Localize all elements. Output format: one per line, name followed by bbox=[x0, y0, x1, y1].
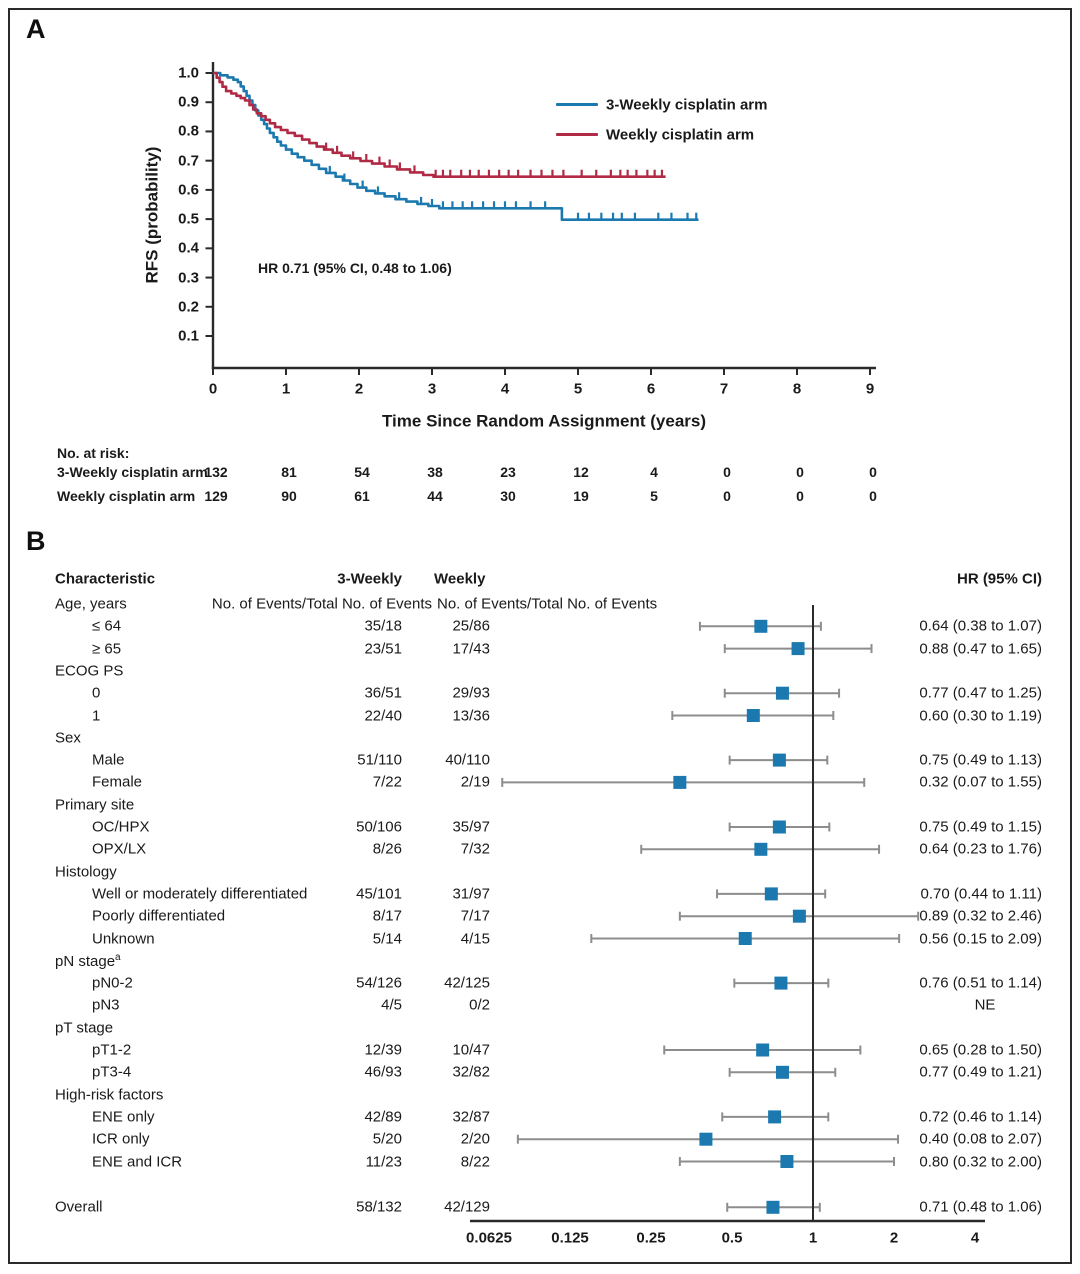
risk-count: 0 bbox=[869, 488, 877, 504]
risk-count: 0 bbox=[796, 464, 804, 480]
forest-group-label: Primary site bbox=[55, 796, 135, 814]
footnote-marker: a bbox=[115, 951, 121, 963]
forest-row-events-3weekly: 8/17 bbox=[372, 907, 402, 925]
forest-row-label: Female bbox=[92, 773, 143, 791]
risk-count: 90 bbox=[281, 488, 297, 504]
km-y-tick-label: 0.4 bbox=[178, 239, 199, 257]
forest-row-label: Male bbox=[92, 751, 125, 769]
km-x-tick-label: 0 bbox=[208, 380, 218, 398]
risk-count: 4 bbox=[650, 464, 658, 480]
risk-count: 54 bbox=[354, 464, 370, 480]
risk-count: 129 bbox=[204, 488, 228, 504]
legend-label-3weekly: 3-Weekly cisplatin arm bbox=[606, 96, 768, 114]
legend-swatch-weekly bbox=[556, 133, 598, 136]
forest-row-hr-text: 0.75 (0.49 to 1.15) bbox=[919, 818, 1042, 836]
column-header-3weekly: 3-Weekly bbox=[337, 570, 402, 588]
forest-row-events-3weekly: 42/89 bbox=[364, 1108, 402, 1126]
forest-row-label: OC/HPX bbox=[92, 818, 150, 836]
forest-row-hr-text: 0.72 (0.46 to 1.14) bbox=[919, 1108, 1042, 1126]
risk-count: 61 bbox=[354, 488, 370, 504]
risk-count: 5 bbox=[650, 488, 658, 504]
column-header-hr: HR (95% CI) bbox=[956, 570, 1042, 588]
risk-count: 0 bbox=[723, 488, 731, 504]
forest-row-events-weekly: 4/15 bbox=[460, 930, 490, 947]
forest-group-label: Age, years bbox=[55, 595, 127, 613]
km-y-tick-label: 0.3 bbox=[178, 269, 199, 287]
forest-group-label: High-risk factors bbox=[55, 1086, 164, 1104]
km-x-tick-label: 5 bbox=[573, 380, 583, 398]
km-y-tick-label: 1.0 bbox=[178, 64, 199, 82]
forest-row-label: ≤ 64 bbox=[92, 617, 122, 635]
forest-row-hr-text: 0.40 (0.08 to 2.07) bbox=[919, 1130, 1042, 1148]
risk-count: 12 bbox=[573, 464, 589, 480]
forest-row-events-weekly: 42/129 bbox=[444, 1198, 490, 1216]
forest-row-events-weekly: 10/47 bbox=[452, 1041, 490, 1059]
km-x-tick-label: 4 bbox=[500, 380, 510, 398]
forest-row-events-weekly: 7/32 bbox=[460, 840, 490, 858]
km-x-axis-title: Time Since Random Assignment (years) bbox=[381, 411, 707, 431]
forest-row-label: pN3 bbox=[92, 996, 120, 1014]
km-x-tick-label: 9 bbox=[865, 380, 875, 398]
forest-row-events-weekly: 17/43 bbox=[452, 640, 490, 658]
risk-count: 19 bbox=[573, 488, 589, 504]
forest-row-label: ≥ 65 bbox=[92, 640, 122, 658]
forest-row-events-weekly: 7/17 bbox=[460, 907, 490, 925]
forest-row-events-3weekly: 12/39 bbox=[364, 1041, 402, 1059]
forest-row-events-3weekly: 8/26 bbox=[372, 840, 402, 858]
forest-row-label: Unknown bbox=[92, 930, 155, 947]
forest-row-label: 0 bbox=[92, 684, 101, 702]
risk-count: 30 bbox=[500, 488, 516, 504]
forest-row-label: pN0-2 bbox=[92, 974, 133, 992]
forest-row-hr-text: 0.60 (0.30 to 1.19) bbox=[919, 707, 1042, 724]
km-y-tick-label: 0.8 bbox=[178, 122, 199, 140]
forest-row-label: ICR only bbox=[92, 1130, 150, 1148]
forest-row-events-3weekly: 7/22 bbox=[372, 773, 402, 791]
risk-count: 0 bbox=[869, 464, 877, 480]
risk-count: 0 bbox=[723, 464, 731, 480]
forest-row-hr-text: 0.88 (0.47 to 1.65) bbox=[919, 640, 1042, 658]
panel-b-label: B bbox=[26, 526, 46, 556]
forest-row-events-weekly: 42/125 bbox=[444, 974, 490, 992]
forest-group-label: Sex bbox=[55, 729, 81, 747]
risk-count: 38 bbox=[427, 464, 443, 480]
risk-row-label-weekly: Weekly cisplatin arm bbox=[57, 488, 196, 504]
column-header-weekly: Weekly bbox=[434, 570, 486, 588]
forest-row-label: Well or moderately differentiated bbox=[92, 885, 308, 903]
forest-axis-tick-label: 4 bbox=[970, 1229, 980, 1247]
forest-row-hr-text: 0.77 (0.47 to 1.25) bbox=[919, 684, 1042, 702]
km-y-tick-label: 0.2 bbox=[178, 298, 199, 316]
risk-count: 44 bbox=[427, 488, 443, 504]
forest-row-events-3weekly: 46/93 bbox=[364, 1063, 402, 1081]
risk-count: 132 bbox=[204, 464, 228, 480]
forest-axis-tick-label: 0.25 bbox=[636, 1229, 666, 1247]
km-y-tick-label: 0.9 bbox=[178, 93, 199, 111]
forest-row-events-weekly: 13/36 bbox=[452, 707, 490, 724]
forest-row-events-weekly: 8/22 bbox=[460, 1153, 490, 1170]
risk-count: 81 bbox=[281, 464, 297, 480]
forest-row-label: ENE only bbox=[92, 1108, 155, 1126]
km-y-tick-label: 0.1 bbox=[178, 327, 199, 345]
risk-count: 23 bbox=[500, 464, 516, 480]
forest-row-events-3weekly: 36/51 bbox=[364, 684, 402, 702]
legend-swatch-3weekly bbox=[556, 103, 598, 106]
events-header-3weekly: No. of Events/Total No. of Events bbox=[211, 595, 432, 613]
risk-row-label-3weekly: 3-Weekly cisplatin arm bbox=[57, 464, 208, 480]
events-header-weekly: No. of Events/Total No. of Events bbox=[437, 595, 658, 613]
forest-axis-tick-label: 1 bbox=[808, 1229, 818, 1247]
column-header-characteristic: Characteristic bbox=[55, 570, 156, 588]
km-hr-annotation: HR 0.71 (95% CI, 0.48 to 1.06) bbox=[258, 260, 452, 276]
forest-row-events-3weekly: 22/40 bbox=[364, 707, 402, 724]
forest-row-hr-text: 0.77 (0.49 to 1.21) bbox=[919, 1063, 1042, 1081]
forest-row-events-3weekly: 4/5 bbox=[381, 996, 402, 1014]
forest-row-hr-text: 0.65 (0.28 to 1.50) bbox=[919, 1041, 1042, 1059]
km-x-tick-label: 2 bbox=[354, 380, 364, 398]
forest-row-hr-text: 0.70 (0.44 to 1.11) bbox=[920, 885, 1042, 903]
forest-row-events-weekly: 35/97 bbox=[452, 818, 490, 836]
panel-a-label: A bbox=[26, 14, 46, 44]
forest-row-events-weekly: 31/97 bbox=[452, 885, 490, 903]
forest-row-events-3weekly: 5/20 bbox=[372, 1130, 402, 1148]
forest-row-label: pT3-4 bbox=[92, 1063, 132, 1081]
forest-row-events-weekly: 29/93 bbox=[452, 684, 490, 702]
forest-row-events-weekly: 40/110 bbox=[445, 751, 490, 769]
km-y-tick-label: 0.5 bbox=[178, 210, 199, 228]
forest-row-hr-text: 0.80 (0.32 to 2.00) bbox=[919, 1153, 1042, 1170]
forest-row-events-3weekly: 50/106 bbox=[356, 818, 402, 836]
forest-row-events-3weekly: 54/126 bbox=[356, 974, 402, 992]
forest-row-label: ENE and ICR bbox=[92, 1153, 183, 1170]
forest-row-hr-text: 0.89 (0.32 to 2.46) bbox=[919, 907, 1042, 925]
forest-row-events-3weekly: 45/101 bbox=[356, 885, 402, 903]
forest-row-events-weekly: 2/20 bbox=[460, 1130, 490, 1148]
forest-row-events-3weekly: 11/23 bbox=[365, 1153, 402, 1170]
forest-row-label: OPX/LX bbox=[92, 840, 147, 858]
forest-row-events-weekly: 0/2 bbox=[469, 996, 490, 1014]
forest-row-events-weekly: 2/19 bbox=[460, 773, 490, 791]
forest-row-events-3weekly: 58/132 bbox=[356, 1198, 402, 1216]
forest-row-hr-text: 0.64 (0.23 to 1.76) bbox=[919, 840, 1042, 858]
risk-table-title: No. at risk: bbox=[57, 445, 130, 461]
forest-row-events-3weekly: 23/51 bbox=[364, 640, 402, 658]
forest-row-events-3weekly: 35/18 bbox=[364, 617, 402, 635]
forest-row-events-weekly: 32/82 bbox=[452, 1063, 490, 1081]
forest-row-hr-text: 0.64 (0.38 to 1.07) bbox=[919, 617, 1042, 635]
forest-row-hr-text: NE bbox=[974, 996, 996, 1014]
forest-row-label: 1 bbox=[92, 707, 101, 724]
forest-row-hr-text: 0.32 (0.07 to 1.55) bbox=[919, 773, 1042, 791]
legend-label-weekly: Weekly cisplatin arm bbox=[606, 126, 755, 144]
km-y-axis-title: RFS (probability) bbox=[142, 146, 162, 284]
forest-group-label: Histology bbox=[55, 863, 117, 881]
km-y-tick-label: 0.6 bbox=[178, 181, 199, 199]
km-x-tick-label: 7 bbox=[719, 380, 729, 398]
forest-axis-tick-label: 0.125 bbox=[551, 1229, 589, 1247]
forest-row-hr-text: 0.56 (0.15 to 2.09) bbox=[919, 930, 1042, 947]
km-x-tick-label: 8 bbox=[792, 380, 802, 398]
risk-count: 0 bbox=[796, 488, 804, 504]
forest-row-label: pT1-2 bbox=[92, 1041, 132, 1059]
forest-row-events-weekly: 25/86 bbox=[452, 617, 490, 635]
forest-group-label: pT stage bbox=[55, 1019, 114, 1037]
km-x-tick-label: 1 bbox=[281, 380, 291, 398]
forest-row-hr-text: 0.71 (0.48 to 1.06) bbox=[919, 1198, 1042, 1216]
forest-row-hr-text: 0.76 (0.51 to 1.14) bbox=[919, 974, 1042, 992]
forest-row-events-weekly: 32/87 bbox=[452, 1108, 490, 1126]
km-x-tick-label: 3 bbox=[427, 380, 437, 398]
forest-axis-tick-label: 2 bbox=[889, 1229, 899, 1247]
forest-axis-tick-label: 0.0625 bbox=[466, 1229, 512, 1247]
forest-row-hr-text: 0.75 (0.49 to 1.13) bbox=[919, 751, 1042, 769]
km-x-tick-label: 6 bbox=[646, 380, 656, 398]
km-y-tick-label: 0.7 bbox=[178, 152, 199, 170]
forest-row-events-3weekly: 51/110 bbox=[357, 751, 402, 769]
forest-row-label: Poorly differentiated bbox=[92, 907, 226, 925]
forest-axis-tick-label: 0.5 bbox=[721, 1229, 743, 1247]
forest-group-label: pN stage$^a$ bbox=[55, 951, 121, 970]
forest-row-events-3weekly: 5/14 bbox=[372, 930, 402, 947]
forest-group-label: ECOG PS bbox=[55, 662, 124, 680]
forest-row-label: Overall bbox=[55, 1198, 103, 1216]
